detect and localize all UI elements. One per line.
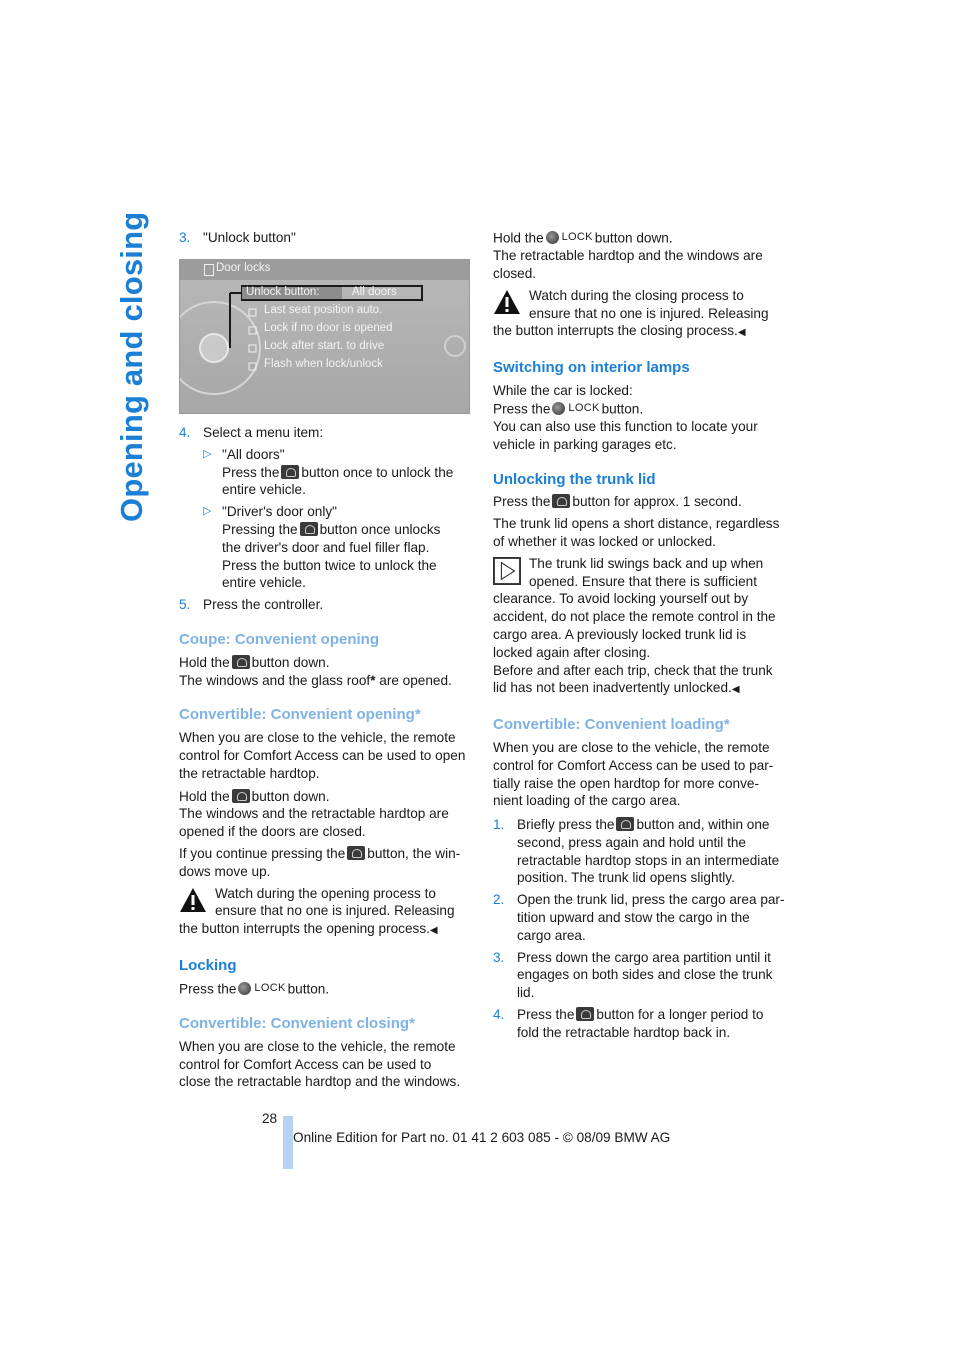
list-item: 3. Press down the cargo area partition until it engages on both sides and close the trunk lid.: [493, 949, 773, 1001]
option-item: Lock if no door is opened: [264, 322, 393, 334]
section-heading: Convertible: Convenient closing*: [179, 1014, 415, 1032]
section-heading: Convertible: Convenient opening*: [179, 706, 421, 724]
screen-graphics: [180, 260, 470, 414]
list-item: 4. Press the button for a longer period to fold the retractable hardtop back in.: [493, 1007, 764, 1040]
menu-icon: [204, 264, 214, 276]
end-mark: ◀: [731, 684, 740, 696]
section-heading: Switching on interior lamps: [493, 359, 690, 377]
paragraph: When you are close to the vehicle, the remote control for Comfort Access can be used to open the retractable hardtop.: [179, 730, 466, 781]
remote-unlock-icon: [281, 465, 299, 479]
unlock-button-label: Unlock button:: [246, 286, 320, 298]
trunk-button-icon: [552, 494, 570, 508]
left-column: [179, 229, 471, 247]
remote-unlock-icon: [576, 1007, 594, 1021]
page-number: 28: [262, 1111, 278, 1126]
section-heading: Locking: [179, 956, 237, 974]
list-item: ▷ "All doors" Press the button once to unlock the entire vehicle.: [203, 446, 454, 498]
paragraph: When you are close to the vehicle, the remote control for Comfort Access can be used to close the retractable hardtop and the windows.: [179, 1038, 461, 1090]
left-column-body: 4. Select a menu item: ▷ "All doors" Press the button once to unlock the entire vehicle. ▷ "Driver's door only" Pressing the button once unlocks the driver's door and fuel filler flap. Press the button twice to unlock the entire vehicle. 5. Press the controller. Coupe: Convenient opening Hold the button down. The windows and the glass roof* are opened. Convertible: Convenient opening* When you are close to the vehicle, the remote control for Comfort Access can be used to open the retractable hardtop. Hold the button down. The windows and the retractable hardtop are opened if the doors are closed. If you continue pressing the button, the win- dows move up. Watch during the opening process to ensure that no one is injured. Releasing the button interrupts the opening process.◀ Locking Press the LOCK button. Convertible: Convenient closing* When you are close to the vehicle, the remote control for Comfort Access can be used to close the retractable hardtop and the windows.: [179, 424, 474, 1091]
list-item: 2. Open the trunk lid, press the cargo area par- tition upward and stow the cargo in the cargo area.: [493, 892, 785, 943]
section-heading: Convertible: Convenient loading*: [493, 716, 730, 734]
warning-icon: [493, 288, 521, 316]
footer-edition: Online Edition for Part no. 01 41 2 603 085 - © 08/09 BMW AG: [293, 1130, 671, 1145]
trunk-button-icon: [616, 817, 634, 831]
list-item: 1. Briefly press the button and, within one second, press again and hold until the retractable hardtop stops in an intermediate position. The trunk lid opens slightly.: [493, 817, 780, 886]
remote-unlock-icon: [232, 655, 250, 669]
warning-icon: [179, 886, 207, 914]
right-column: Hold the LOCK button down. The retractable hardtop and the windows are closed. Watch during the closing process to ensure that no one is injured. Releasing the button interrupts the closing process.◀ Switching on interior lamps While the car is locked: Press the LOCK button. You can also use this function to locate your vehicle in parking garages etc. Unlocking the trunk lid Press the button for approx. 1 second. The trunk lid opens a short distance, regardless of whether it was locked or unlocked. The trunk lid swings back and up when opened. Ensure that there is sufficient clearance. To avoid locking yourself out by accident, do not place the remote control in the cargo area. A previously locked trunk lid is locked again after closing. Before and after each trip, check that the trunk lid has not been inadvertently unlocked.◀ Convertible: Convenient loading* When you are close to the vehicle, the remote control for Comfort Access can be used to par- tially raise the open hardtop for more conve- nient loading of the cargo area. 1. Briefly press the button and, within one second, press again and hold until the retractable hardtop stops in an intermediate position. The trunk lid opens slightly. 2. Open the trunk lid, press the cargo area par- tition upward and stow the cargo in the cargo area. 3. Press down the cargo area partition until it engages on both sides and close the trunk lid. 4. Press the button for a longer period to fold the retractable hardtop back in.: [493, 229, 793, 1042]
list-item: 5. Press the controller.: [179, 597, 324, 613]
end-mark: ◀: [429, 925, 438, 937]
option-item: Lock after start. to drive: [264, 340, 385, 352]
section-heading: Coupe: Convenient opening: [179, 630, 379, 648]
end-mark: ◀: [737, 327, 746, 339]
remote-unlock-icon: [232, 789, 250, 803]
lock-button-icon: LOCK: [552, 400, 599, 418]
list-item: 3. "Unlock button": [179, 230, 296, 245]
door-locks-screen: [179, 259, 470, 414]
remote-unlock-icon: [300, 522, 318, 536]
list-item: 4. Select a menu item:: [179, 425, 324, 440]
lock-button-icon: LOCK: [546, 229, 593, 247]
paragraph: When you are close to the vehicle, the remote control for Comfort Access can be used to par- tially raise the open hardtop for more conve- nient loading of the cargo area.: [493, 739, 774, 809]
screen-header: Door locks: [216, 262, 271, 274]
remote-unlock-icon: [347, 846, 365, 860]
bullet-icon: ▷: [203, 447, 212, 460]
bullet-icon: ▷: [203, 505, 212, 518]
warning-note: Watch during the opening process to ensure that no one is injured. Releasing the button interrupts the opening process.◀: [179, 885, 455, 937]
note-icon: [493, 557, 521, 585]
footnote-star: *: [370, 672, 376, 688]
unlock-button-value: All doors: [352, 286, 397, 298]
option-item: Last seat position auto.: [264, 304, 383, 316]
chapter-side-title: Opening and closing: [114, 211, 149, 522]
footer-accent-bar: [283, 1116, 293, 1169]
info-note: The trunk lid swings back and up when opened. Ensure that there is sufficient clearance. To avoid locking yourself out by accident, do not place the remote control in the cargo area. A previously locked trunk lid is locked again after closing. Before and after each trip, check that the trunk lid has not been inadvertently unlocked.◀: [493, 555, 776, 696]
option-item: Flash when lock/unlock: [264, 358, 383, 370]
list-item: ▷ "Driver's door only" Pressing the button once unlocks the driver's door and fuel filler flap. Press the button twice to unlock the entire vehicle.: [203, 504, 441, 591]
warning-note: Watch during the closing process to ensure that no one is injured. Releasing the button interrupts the closing process.◀: [493, 287, 769, 339]
section-heading: Unlocking the trunk lid: [493, 470, 656, 488]
lock-button-icon: LOCK: [238, 980, 285, 998]
